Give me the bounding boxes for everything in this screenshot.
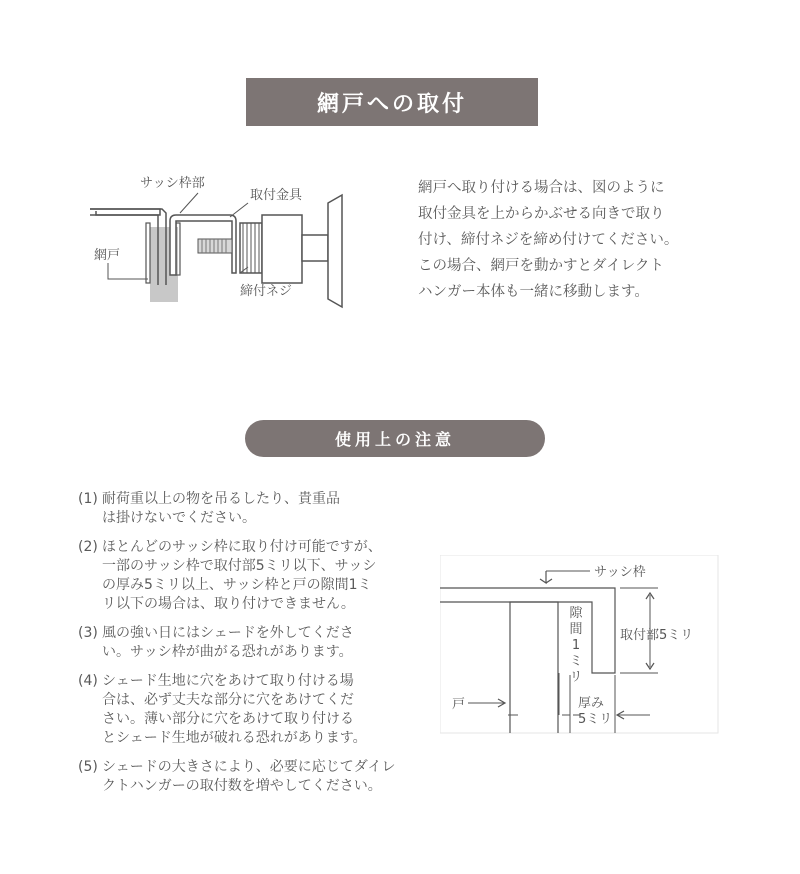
- label-mount-5mm: 取付部5ミリ: [620, 628, 694, 643]
- caution-item-number: (4): [78, 673, 98, 689]
- label-gap-char: リ: [569, 670, 583, 685]
- install-description: [418, 175, 718, 305]
- label-sash-frame: サッシ枠: [594, 565, 646, 580]
- caution-line: シェード生地に穴をあけて取り付ける場: [102, 673, 354, 689]
- description-line: 網戸へ取り付ける場合は、図のように: [418, 180, 665, 196]
- label-gap-char: 1: [571, 638, 581, 653]
- caution-item-number: (3): [78, 625, 98, 641]
- caution-item: [78, 624, 408, 662]
- description-line: ハンガー本体も一緒に移動します。: [418, 284, 649, 300]
- caution-title: 使用上の注意: [245, 420, 545, 457]
- caution-line: シェードの大きさにより、必要に応じてダイレ: [102, 759, 396, 775]
- label-gap-char: 隙: [569, 606, 583, 621]
- caution-line: 合は、必ず丈夫な部分に穴をあけてくだ: [102, 692, 354, 708]
- caution-item-number: (2): [78, 539, 98, 555]
- label-thickness: 厚み: [578, 696, 605, 711]
- caution-line: 耐荷重以上の物を吊るしたり、貴重品: [102, 491, 340, 507]
- caution-line: クトハンガーの取付数を増やしてください。: [102, 778, 382, 794]
- caution-item: [78, 490, 408, 528]
- description-line: 付け、締付ネジを締め付けてください。: [418, 232, 679, 248]
- caution-item: [78, 538, 408, 614]
- caution-line: 一部のサッシ枠で取付部5ミリ以下、サッシ: [102, 558, 377, 574]
- label-thickness-5mm: 5ミリ: [578, 712, 613, 727]
- caution-line: とシェード生地が破れる恐れがあります。: [102, 730, 367, 746]
- caution-line: さい。薄い部分に穴をあけて取り付ける: [102, 711, 354, 727]
- install-title: 網戸への取付: [246, 78, 538, 126]
- label-gap-char: ミ: [569, 654, 583, 669]
- label-sash-frame: サッシ枠部: [140, 176, 205, 191]
- description-line: 取付金具を上からかぶせる向きで取り: [418, 206, 665, 222]
- caution-list: [78, 490, 408, 806]
- dimension-diagram: [440, 555, 720, 735]
- caution-line: は掛けないでください。: [102, 510, 256, 526]
- caution-item-number: (5): [78, 759, 98, 775]
- caution-line: ほとんどのサッシ枠に取り付け可能ですが、: [102, 539, 382, 555]
- caution-item: [78, 672, 408, 748]
- caution-line: 風の強い日にはシェードを外してくださ: [102, 625, 354, 641]
- sash-frame-shape: [90, 209, 160, 215]
- caution-item: [78, 758, 408, 796]
- label-screw: 締付ネジ: [240, 284, 293, 299]
- caution-line: い。サッシ枠が曲がる恐れがあります。: [102, 644, 353, 660]
- caution-line: リ以下の場合は、取り付けできません。: [102, 596, 355, 612]
- label-bracket: 取付金具: [250, 188, 303, 203]
- caution-line: の厚み5ミリ以上、サッシ枠と戸の隙間1ミ: [102, 577, 372, 593]
- caution-item-number: (1): [78, 491, 98, 507]
- label-screen-door: 網戸: [94, 248, 121, 263]
- label-gap-char: 間: [569, 622, 583, 637]
- screw-shape: [198, 239, 232, 253]
- install-diagram: [80, 165, 380, 315]
- label-door: 戸: [452, 697, 466, 712]
- description-line: この場合、網戸を動かすとダイレクト: [418, 258, 664, 274]
